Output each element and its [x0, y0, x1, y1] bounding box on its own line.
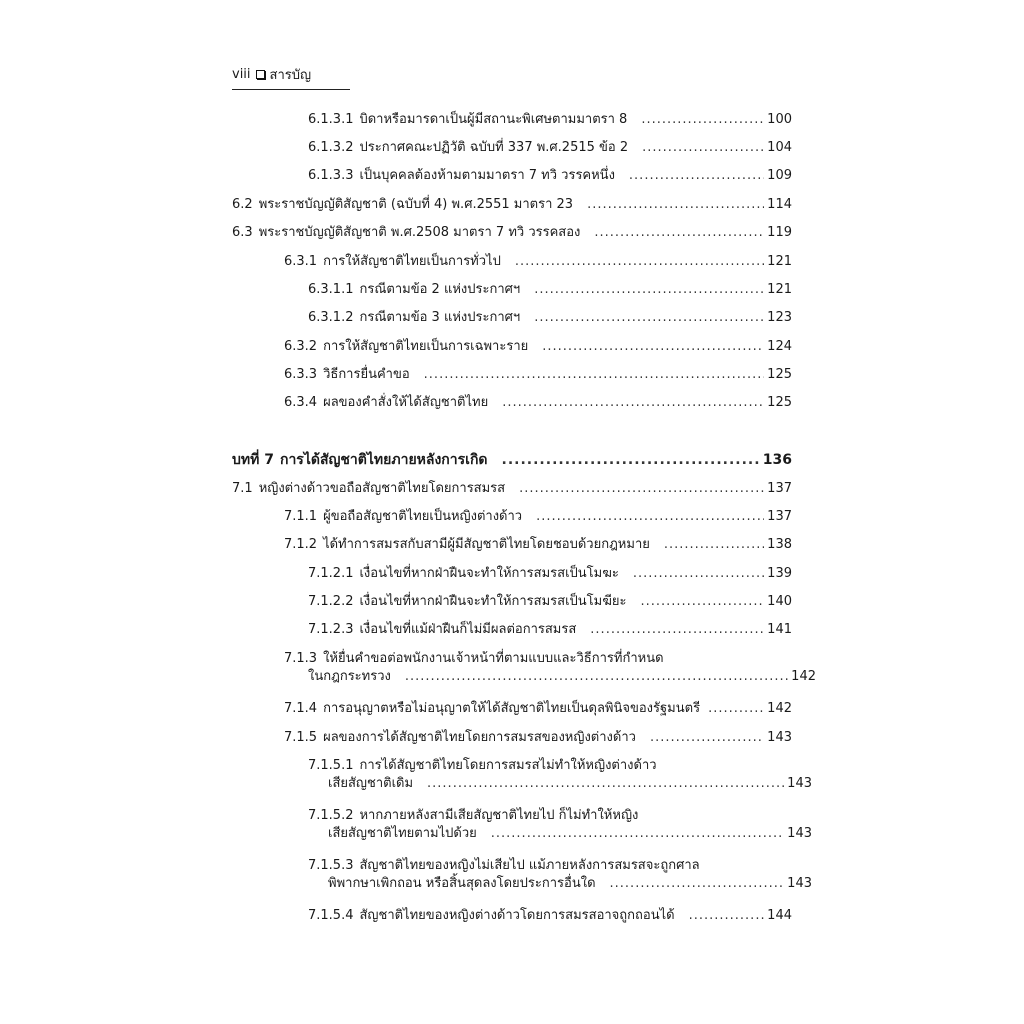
entry-first-line	[284, 650, 792, 668]
entry-page: 142	[767, 701, 792, 716]
entry-number: 6.1.3.2	[308, 140, 354, 155]
entry-page: 114	[767, 197, 792, 212]
entry-title-continued: ในกฎกระทรวง	[308, 669, 391, 684]
toc-entry	[308, 309, 792, 327]
page-numeral: viii	[232, 67, 251, 82]
dot-leader	[640, 593, 764, 611]
entry-number: 6.3.2	[284, 339, 318, 354]
entry-page: 119	[767, 225, 792, 240]
toc-chapter-heading	[232, 451, 792, 469]
entry-title: ประกาศคณะปฏิวัติ ฉบับที่ 337 พ.ศ.2515 ข้อ 2	[359, 140, 629, 155]
dot-leader	[491, 825, 784, 843]
header-title: สารบัญ	[269, 68, 312, 83]
entry-page: 143	[767, 730, 792, 745]
toc-entry	[308, 139, 792, 157]
toc-entry	[308, 281, 792, 299]
toc-entry	[284, 729, 792, 747]
toc-entry	[308, 167, 792, 185]
dot-leader	[689, 907, 765, 925]
dot-leader	[405, 668, 788, 686]
dot-leader	[708, 700, 764, 718]
entry-number: 6.1.3.1	[308, 112, 354, 127]
dot-leader	[542, 338, 764, 356]
chapter-title: การได้สัญชาติไทยภายหลังการเกิด	[279, 452, 488, 468]
entry-first-line	[308, 857, 792, 875]
toc-entry	[308, 111, 792, 129]
entry-title: การอนุญาตหรือไม่อนุญาตให้ได้สัญชาติไทยเป็นดุลพินิจของรัฐมนตรี	[323, 701, 701, 716]
entry-page: 104	[767, 140, 792, 155]
entry-text-block	[284, 650, 816, 686]
entry-text-block	[308, 807, 812, 843]
dot-leader	[594, 224, 764, 242]
toc-entry	[284, 366, 792, 384]
entry-page: 123	[767, 310, 792, 325]
toc-entry	[284, 394, 792, 412]
entry-second-line	[308, 775, 812, 793]
entry-title: เป็นบุคคลต้องห้ามตามมาตรา 7 ทวิ วรรคหนึ่ง	[359, 168, 615, 183]
entry-page: 100	[767, 112, 792, 127]
chapter-number: บทที่ 7	[232, 452, 274, 468]
entry-title: เงื่อนไขที่หากฝ่าฝืนจะทำให้การสมรสเป็นโมฆะ	[359, 566, 619, 581]
entry-page: 139	[767, 566, 792, 581]
entry-title: บิดาหรือมารดาเป็นผู้มีสถานะพิเศษตามมาตรา 8	[359, 112, 628, 127]
entry-text-block	[308, 757, 812, 793]
entry-title: พระราชบัญญัติสัญชาติ (ฉบับที่ 4) พ.ศ.2551 มาตรา 23	[258, 197, 574, 212]
entry-title-continued: พิพากษาเพิกถอน หรือสิ้นสุดลงโดยประการอื่นใด	[328, 876, 596, 891]
entry-number: 7.1.3	[284, 651, 318, 666]
entry-title: เงื่อนไขที่แม้ฝ่าฝืนก็ไม่มีผลต่อการสมรส	[359, 622, 577, 637]
toc-entry	[308, 907, 792, 925]
entry-page: 125	[767, 367, 792, 382]
entry-number: 7.1.5.3	[308, 858, 354, 873]
entry-title: กรณีตามข้อ 2 แห่งประกาศฯ	[359, 282, 521, 297]
entry-number: 7.1.5.2	[308, 808, 354, 823]
dot-leader	[519, 480, 764, 498]
entry-page: 143	[787, 876, 812, 891]
entry-title-continued: เสียสัญชาติเดิม	[328, 776, 414, 791]
entry-number: 7.1.2.3	[308, 622, 354, 637]
checkbox-square-icon	[256, 70, 265, 79]
entry-number: 6.1.3.3	[308, 168, 354, 183]
running-header	[232, 64, 350, 90]
entry-number: 6.3	[232, 225, 253, 240]
entry-title: หากภายหลังสามีเสียสัญชาติไทยไป ก็ไม่ทำให้หญิง	[359, 808, 639, 823]
entry-title: ให้ยื่นคำขอต่อพนักงานเจ้าหน้าที่ตามแบบและวิธีการที่กำหนด	[323, 651, 664, 666]
toc-entry	[284, 700, 792, 718]
entry-page: 121	[767, 254, 792, 269]
dot-leader	[587, 196, 764, 214]
entry-page: 121	[767, 282, 792, 297]
entry-title: ได้ทำการสมรสกับสามีผู้มีสัญชาติไทยโดยชอบด้วยกฎหมาย	[323, 537, 650, 552]
entry-number: 7.1.5.1	[308, 758, 354, 773]
entry-number: 7.1.1	[284, 509, 318, 524]
dot-leader	[502, 394, 764, 412]
entry-page: 124	[767, 339, 792, 354]
chapter-page: 136	[762, 452, 792, 468]
toc-entry	[284, 508, 792, 526]
entry-page: 137	[767, 481, 792, 496]
entry-text-block	[308, 857, 812, 893]
entry-number: 6.2	[232, 197, 253, 212]
entry-title: การให้สัญชาติไทยเป็นการทั่วไป	[323, 254, 501, 269]
entry-title: ผลของคำสั่งให้ได้สัญชาติไทย	[323, 395, 489, 410]
toc-entry	[308, 807, 812, 843]
entry-page: 137	[767, 509, 792, 524]
entry-title: พระราชบัญญัติสัญชาติ พ.ศ.2508 มาตรา 7 ทวิ วรรคสอง	[258, 225, 581, 240]
entry-page: 144	[767, 908, 792, 923]
toc-entry	[308, 857, 812, 893]
entry-page: 138	[767, 537, 792, 552]
dot-leader	[650, 729, 764, 747]
entry-number: 7.1.4	[284, 701, 318, 716]
entry-number: 6.3.1	[284, 254, 318, 269]
dot-leader	[610, 875, 785, 893]
dot-leader	[502, 451, 760, 469]
toc-entry	[284, 253, 792, 271]
entry-title: เงื่อนไขที่หากฝ่าฝืนจะทำให้การสมรสเป็นโมฆียะ	[359, 594, 627, 609]
entry-page: 142	[791, 669, 816, 684]
entry-second-line	[308, 875, 812, 893]
entry-number: 7.1.2.1	[308, 566, 354, 581]
entry-title: สัญชาติไทยของหญิงไม่เสียไป แม้ภายหลังการสมรสจะถูกศาล	[359, 858, 700, 873]
entry-title: การให้สัญชาติไทยเป็นการเฉพาะราย	[323, 339, 529, 354]
dot-leader	[641, 111, 764, 129]
dot-leader	[629, 167, 764, 185]
entry-number: 7.1	[232, 481, 253, 496]
entry-second-line	[308, 825, 812, 843]
entry-number: 6.3.4	[284, 395, 318, 410]
entry-number: 6.3.1.1	[308, 282, 354, 297]
dot-leader	[664, 536, 764, 554]
entry-title: วิธีการยื่นคำขอ	[323, 367, 410, 382]
entry-page: 141	[767, 622, 792, 637]
toc-entry	[284, 536, 792, 554]
toc-entry	[308, 621, 792, 639]
dot-leader	[590, 621, 764, 639]
entry-title: สัญชาติไทยของหญิงต่างด้าวโดยการสมรสอาจถูกถอนได้	[359, 908, 675, 923]
dot-leader	[424, 366, 765, 384]
dot-leader	[534, 309, 764, 327]
entry-page: 140	[767, 594, 792, 609]
entry-number: 6.3.1.2	[308, 310, 354, 325]
toc-entry	[308, 593, 792, 611]
entry-page: 125	[767, 395, 792, 410]
toc-entry	[284, 338, 792, 356]
entry-title: การได้สัญชาติไทยโดยการสมรสไม่ทำให้หญิงต่างด้าว	[359, 758, 657, 773]
dot-leader	[536, 508, 764, 526]
entry-title: กรณีตามข้อ 3 แห่งประกาศฯ	[359, 310, 521, 325]
entry-number: 7.1.5	[284, 730, 318, 745]
dot-leader	[534, 281, 764, 299]
entry-first-line	[308, 757, 792, 775]
entry-page: 109	[767, 168, 792, 183]
entry-page: 143	[787, 826, 812, 841]
toc-entry	[232, 224, 792, 242]
entry-number: 6.3.3	[284, 367, 318, 382]
entry-number: 7.1.5.4	[308, 908, 354, 923]
dot-leader	[633, 565, 764, 583]
toc-entry	[232, 196, 792, 214]
toc-entry	[232, 480, 792, 498]
entry-title: ผู้ขอถือสัญชาติไทยเป็นหญิงต่างด้าว	[323, 509, 523, 524]
entry-first-line	[308, 807, 792, 825]
toc-entry	[308, 757, 812, 793]
entry-title: ผลของการได้สัญชาติไทยโดยการสมรสของหญิงต่างด้าว	[323, 730, 636, 745]
entry-title-continued: เสียสัญชาติไทยตามไปด้วย	[328, 826, 477, 841]
dot-leader	[427, 775, 784, 793]
entry-page: 143	[787, 776, 812, 791]
entry-number: 7.1.2	[284, 537, 318, 552]
entry-number: 7.1.2.2	[308, 594, 354, 609]
dot-leader	[515, 253, 764, 271]
toc-entry	[308, 565, 792, 583]
entry-second-line	[284, 668, 816, 686]
entry-title: หญิงต่างด้าวขอถือสัญชาติไทยโดยการสมรส	[258, 481, 506, 496]
toc-entry	[284, 650, 816, 686]
dot-leader	[642, 139, 764, 157]
